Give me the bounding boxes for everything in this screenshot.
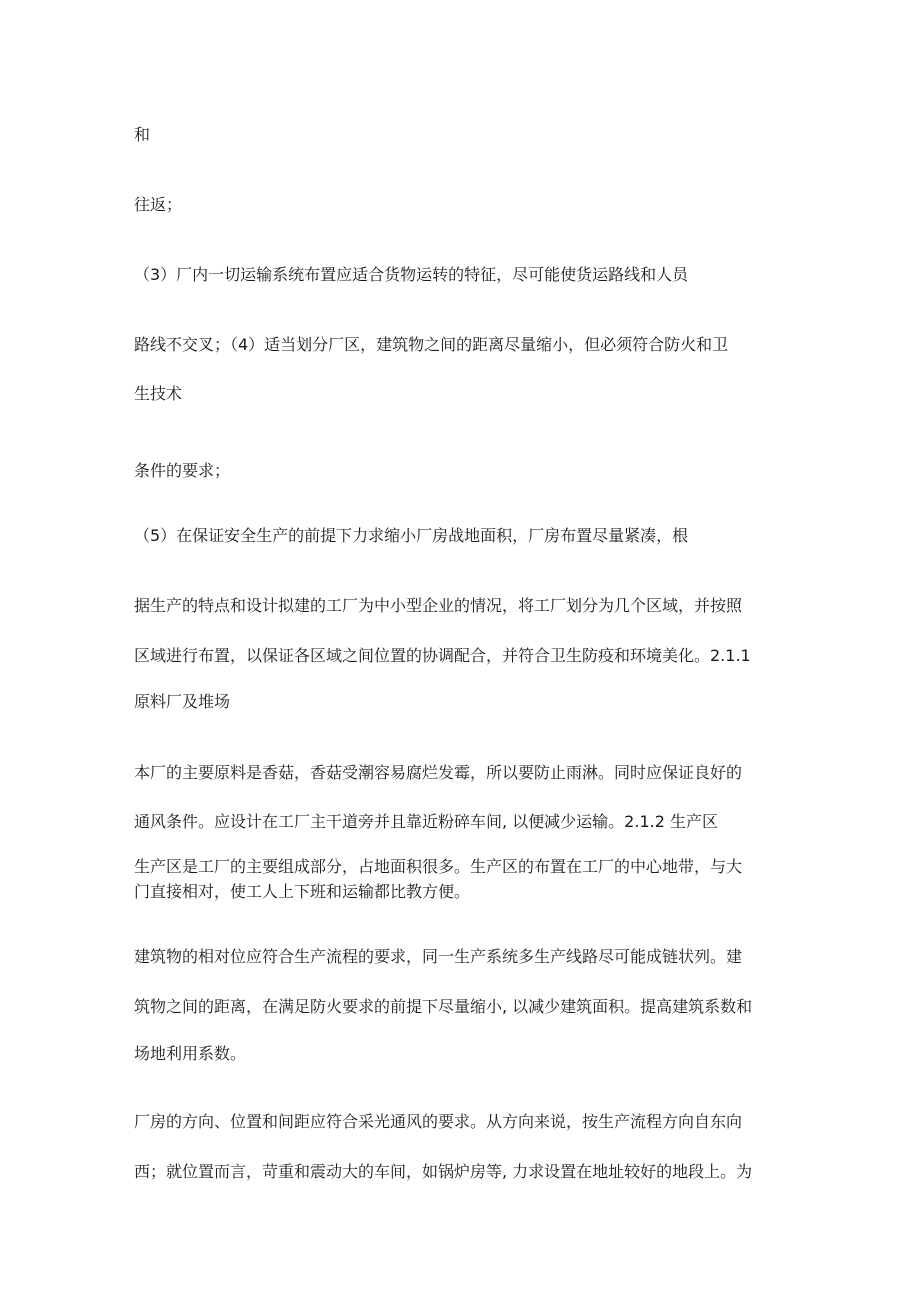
- text-line: 场地利用系数。: [134, 1044, 247, 1063]
- text-line: 路线不交叉；（4）适当划分厂区，建筑物之间的距离尽量缩小，但必须符合防火和卫: [134, 335, 729, 354]
- text-line: （5）在保证安全生产的前提下力求缩小厂房战地面积，厂房布置尽量紧凑，根: [134, 526, 689, 545]
- text-line: 本厂的主要原料是香菇，香菇受潮容易腐烂发霉，所以要防止雨淋。同时应保证良好的: [134, 763, 743, 782]
- text-line: 区域进行布置，以保证各区域之间位置的协调配合，并符合卫生防疫和环境美化。2.1.1: [134, 646, 751, 665]
- text-line: 建筑物的相对位应符合生产流程的要求，同一生产系统多生产线路尽可能成链状列。建: [134, 947, 743, 966]
- text-line: 生产区是工厂的主要组成部分，占地面积很多。生产区的布置在工厂的中心地带，与大: [134, 857, 743, 876]
- text-line: 西；就位置而言，苛重和震动大的车间，如锅炉房等, 力求设置在地址较好的地段上。为: [134, 1162, 753, 1181]
- text-line: 门直接相对，使工人上下班和运输都比教方便。: [134, 882, 471, 901]
- text-line: 和: [134, 125, 151, 144]
- text-line: 筑物之间的距离，在满足防火要求的前提下尽量缩小, 以减少建筑面积。提高建筑系数和: [134, 997, 753, 1016]
- text-line: 厂房的方向、位置和间距应符合采光通风的要求。从方向来说，按生产流程方向自东向: [134, 1112, 743, 1131]
- text-line: 据生产的特点和设计拟建的工厂为中小型企业的情况，将工厂划分为几个区域，并按照: [134, 596, 743, 615]
- text-line: 原料厂及堆场: [134, 692, 231, 711]
- text-line: 条件的要求；: [134, 461, 231, 480]
- text-line: 生技术: [134, 384, 183, 403]
- text-line: 通风条件。应设计在工厂主干道旁并且靠近粉碎车间, 以便减少运输。2.1.2 生产区: [134, 812, 718, 831]
- text-line: 往返；: [134, 195, 183, 214]
- text-line: （3）厂内一切运输系统布置应适合货物运转的特征，尽可能使货运路线和人员: [134, 265, 689, 284]
